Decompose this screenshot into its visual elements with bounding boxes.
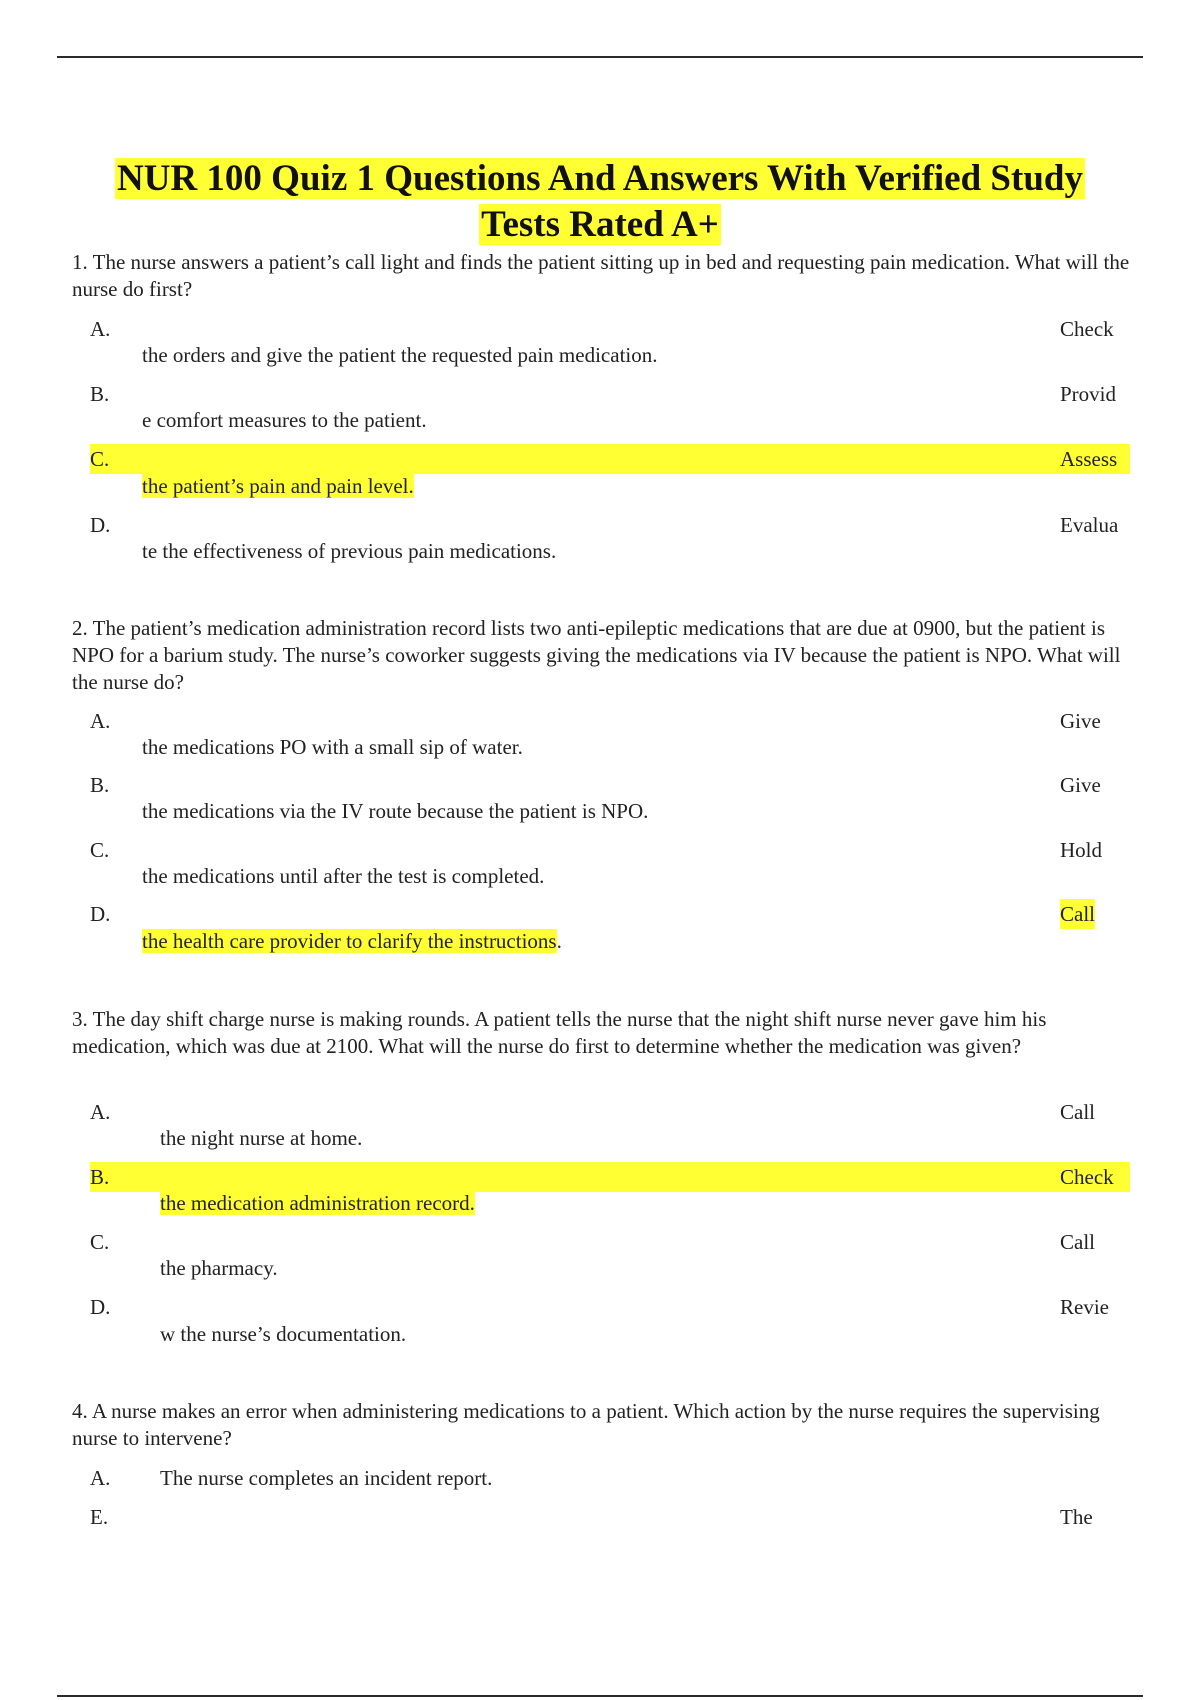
- option-letter: C.: [90, 1230, 110, 1254]
- bottom-rule: [57, 1695, 1143, 1697]
- question-text: 3. The day shift charge nurse is making rounds. A patient tells the nurse that the night shift nurse never gave him his medication, which was due at 2100. What will the nurse do first to determine whether the medication was given?: [72, 1007, 1047, 1058]
- answer-option: [90, 1227, 1130, 1257]
- option-letter: B.: [90, 382, 110, 406]
- option-letter: E.: [90, 1505, 109, 1529]
- option-letter: A.: [90, 317, 111, 341]
- option-lead: Give: [1060, 709, 1101, 733]
- title-line-1: NUR 100 Quiz 1 Questions And Answers With Verified Study: [117, 158, 1083, 199]
- option-text: e comfort measures to the patient.: [142, 408, 427, 432]
- option-lead: Give: [1060, 773, 1101, 797]
- option-letter: C.: [90, 447, 110, 471]
- option-text-correct: the health care provider to clarify the instructions.: [142, 929, 562, 953]
- option-lead-correct: Call: [1060, 899, 1095, 929]
- answer-option: [90, 1292, 1130, 1322]
- option-text: the medications via the IV route because the patient is NPO.: [142, 799, 649, 823]
- option-lead: Call: [1060, 1230, 1095, 1254]
- option-letter: C.: [90, 838, 110, 862]
- title-line-2: Tests Rated A+: [481, 204, 719, 245]
- question-text: 4. A nurse makes an error when administering medications to a patient. Which action by the nurse requires the supervising nurse to intervene?: [72, 1399, 1100, 1450]
- answer-option: [90, 1502, 1130, 1532]
- answer-option: [90, 706, 1130, 736]
- option-text: te the effectiveness of previous pain medications.: [142, 539, 557, 563]
- option-text-correct: the medication administration record.: [160, 1191, 475, 1215]
- question-text: 2. The patient’s medication administration record lists two anti-epileptic medications that are due at 0900, but the patient is NPO for a barium study. The nurse’s coworker suggests giving the medications via IV because the patient is NPO. What will the nurse do?: [72, 616, 1121, 694]
- option-text: the medications until after the test is completed.: [142, 864, 545, 888]
- option-lead: Evalua: [1060, 513, 1119, 537]
- option-letter: A.: [90, 1466, 111, 1490]
- answer-option: [90, 1463, 1130, 1493]
- option-lead: Hold: [1060, 838, 1102, 862]
- answer-option: [90, 1097, 1130, 1127]
- option-lead: Check: [1060, 317, 1114, 341]
- option-letter: D.: [90, 1295, 111, 1319]
- option-text: the medications PO with a small sip of water.: [142, 735, 523, 759]
- option-lead: Check: [1060, 1165, 1114, 1189]
- answer-option: [90, 314, 1130, 344]
- option-letter: D.: [90, 902, 111, 926]
- answer-option-correct: [90, 1162, 1130, 1192]
- option-lead: Revie: [1060, 1295, 1109, 1319]
- option-letter: A.: [90, 1100, 111, 1124]
- option-letter: D.: [90, 513, 111, 537]
- answer-option: [90, 899, 1130, 929]
- answer-option-correct: [90, 444, 1130, 474]
- option-letter: A.: [90, 709, 111, 733]
- option-text: the night nurse at home.: [160, 1126, 363, 1150]
- answer-option: [90, 770, 1130, 800]
- option-text: the orders and give the patient the requested pain medication.: [142, 343, 658, 367]
- option-lead: Assess: [1060, 447, 1118, 471]
- question-text: 1. The nurse answers a patient’s call light and finds the patient sitting up in bed and requesting pain medication. What will the nurse do first?: [72, 250, 1130, 301]
- option-lead: Provid: [1060, 382, 1117, 406]
- answer-option: [90, 835, 1130, 865]
- option-lead: The: [1060, 1505, 1093, 1529]
- option-text: w the nurse’s documentation.: [160, 1322, 407, 1346]
- option-letter: B.: [90, 1165, 110, 1189]
- top-rule: [57, 56, 1143, 58]
- option-letter: B.: [90, 773, 110, 797]
- answer-option: [90, 379, 1130, 409]
- option-text: The nurse completes an incident report.: [160, 1466, 493, 1490]
- option-text-correct: the patient’s pain and pain level.: [142, 474, 414, 498]
- document-title: [0, 156, 1200, 248]
- answer-option: [90, 510, 1130, 540]
- option-text: the pharmacy.: [160, 1256, 278, 1280]
- option-lead: Call: [1060, 1100, 1095, 1124]
